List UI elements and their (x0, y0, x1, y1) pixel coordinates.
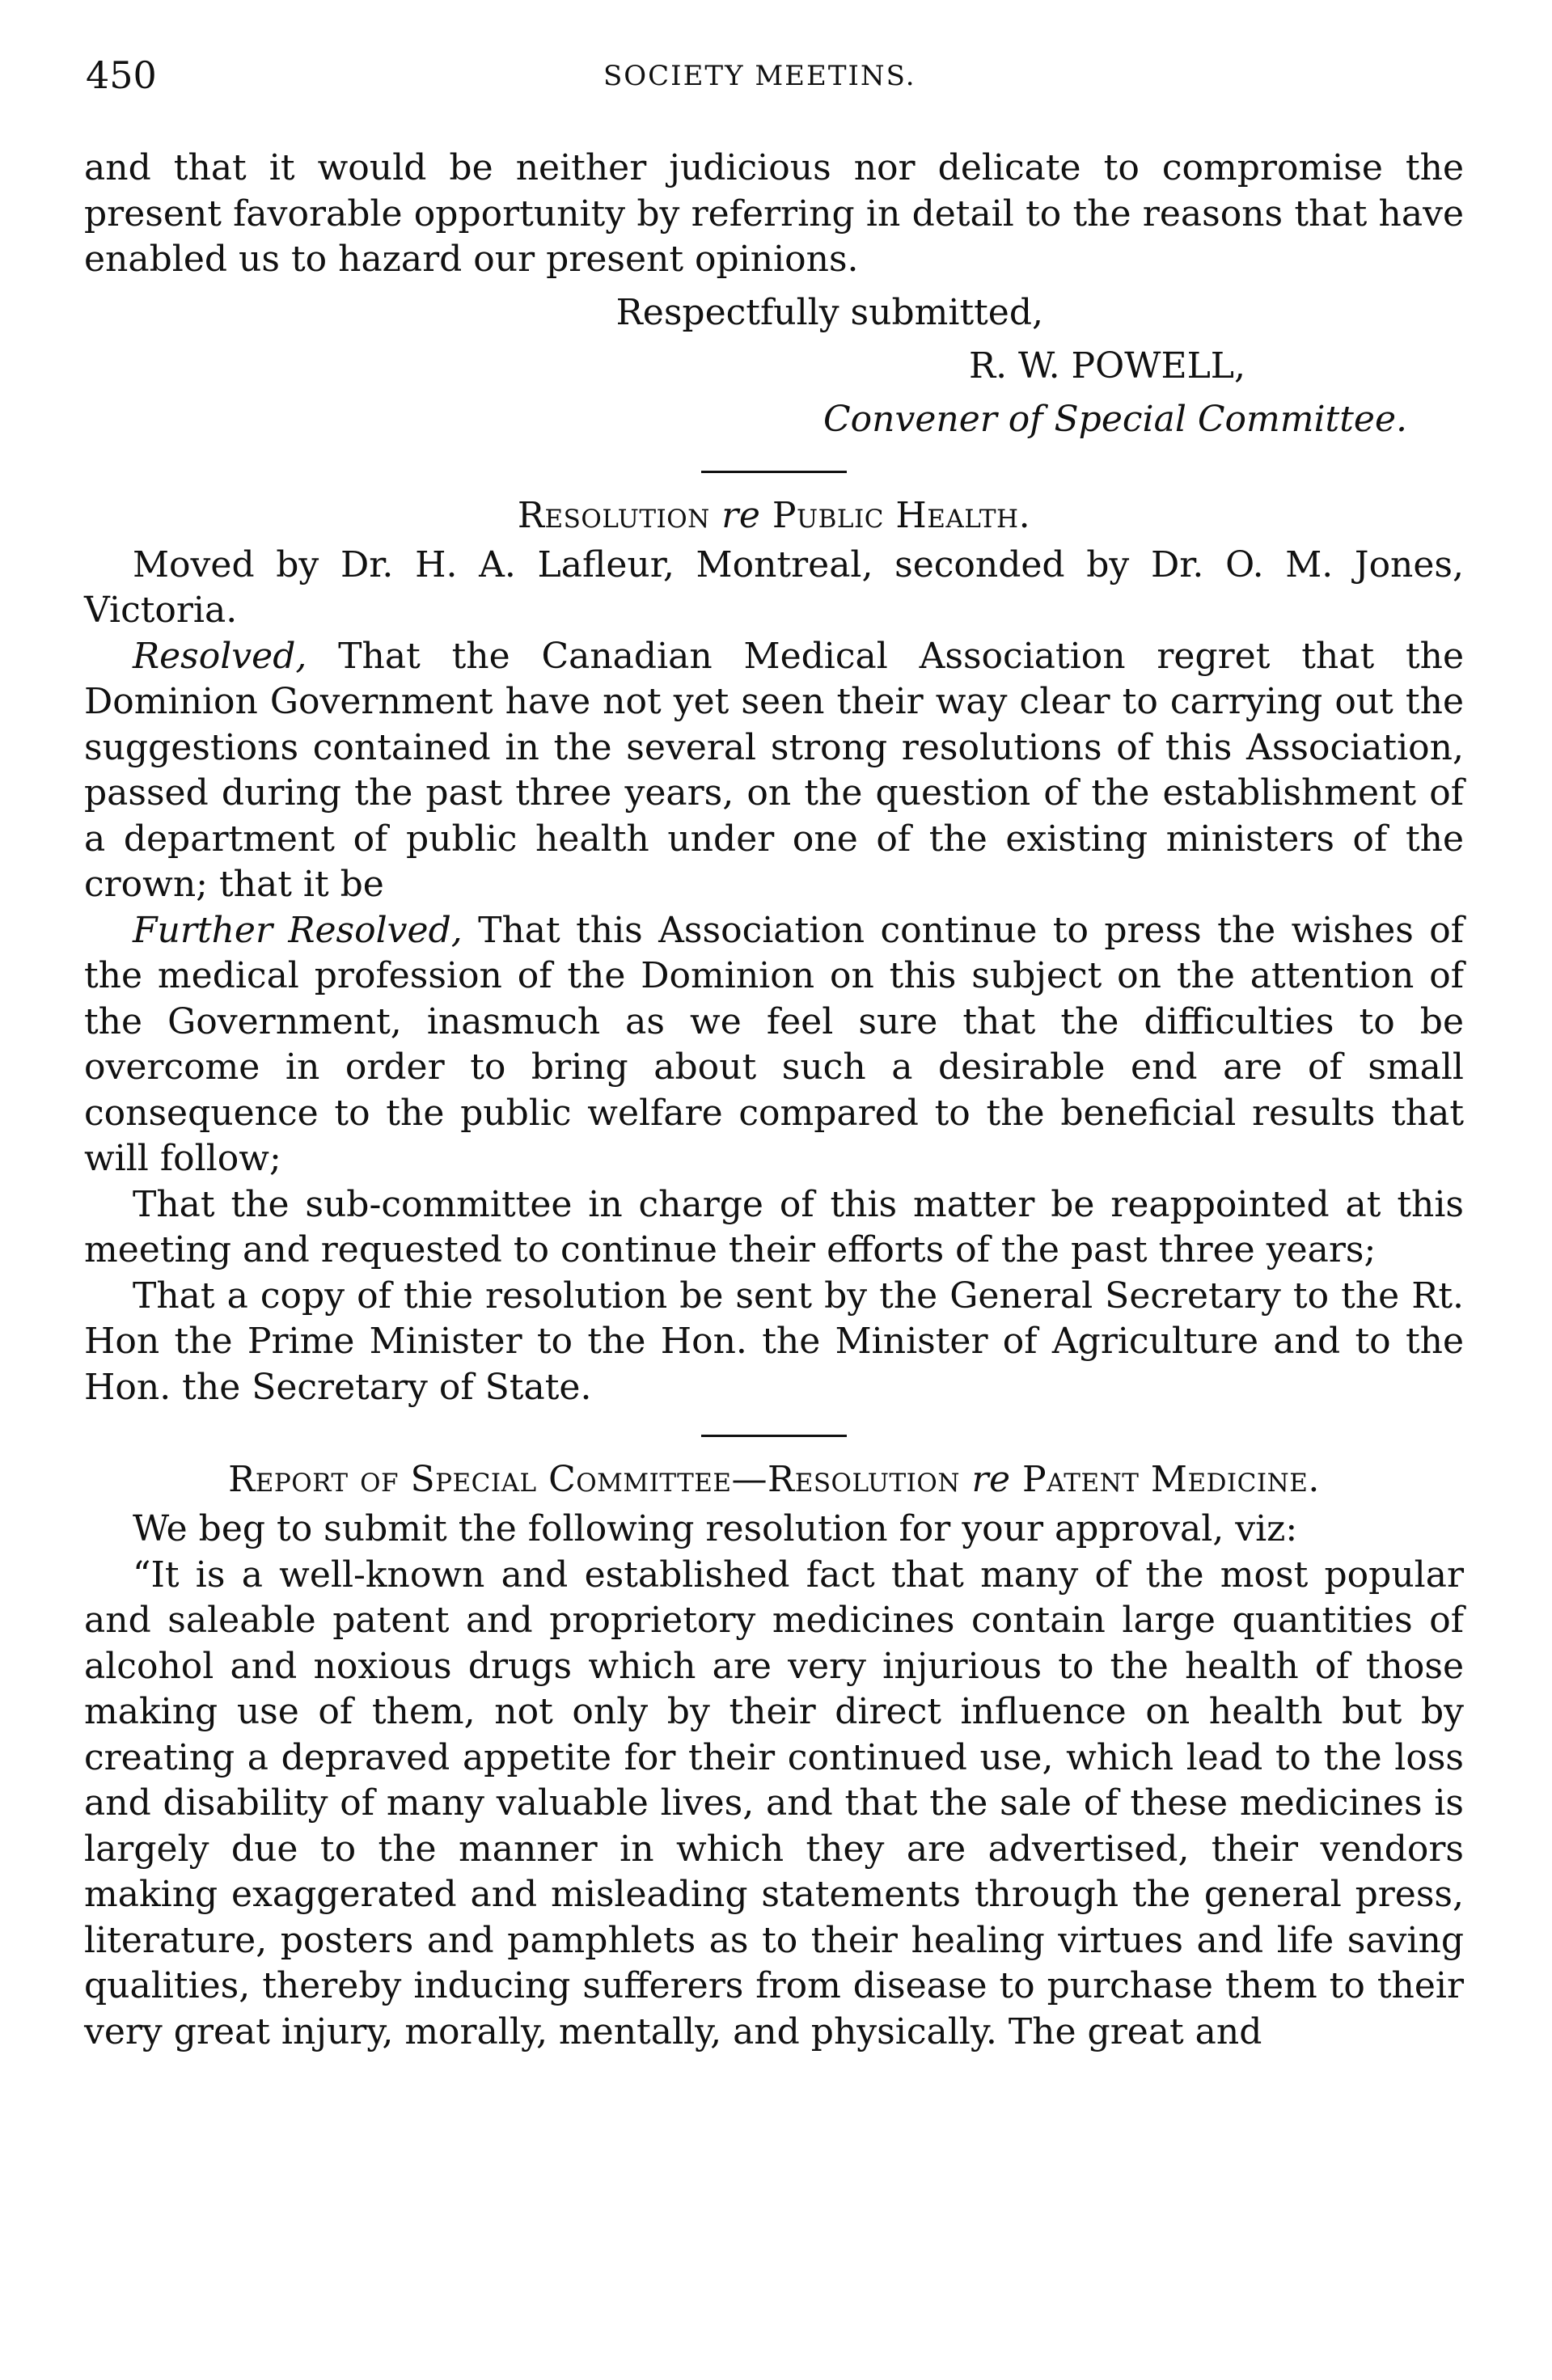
section-divider (701, 1435, 847, 1437)
further-resolved-paragraph (84, 908, 1464, 1182)
heading-text: Report of Special Committee—Resolution (228, 1459, 972, 1500)
subcommittee-paragraph: That the sub-committee in charge of this matter be reappointed at this meeting and requested to continue their efforts of the past three years; (84, 1183, 1464, 1270)
section-heading-public-health (84, 489, 1464, 543)
signature-title: Convener of Special Committee. (823, 398, 1407, 440)
page-number: 450 (86, 53, 157, 97)
patent-quote-paragraph: “It is a well-known and established fact that many of the most popular and saleable patent and proprietory medicines contain large quantities of alcohol and noxious drugs which are very injurious to the health of those making use of them, not only by their direct influence on health but by creating a depraved appetite for their continued use, which lead to the loss and disability of many valuable lives, and that the sale of these medicines is largely due to the manner in which they are advertised, their vendors making exaggerated and misleading statements through the general press, literature, posters and pamphlets as to their healing virtues and life saving qualities, thereby inducing sufferers from disease to purchase them to their very great injury, morally, mentally, and physically. The great and (84, 1554, 1464, 2052)
signature-block (84, 286, 1464, 446)
heading-text: Public Health. (760, 494, 1031, 536)
patent-intro-paragraph: We beg to submit the following resolution for your approval, viz: (133, 1508, 1298, 1549)
section-heading-patent-medicine (84, 1453, 1464, 1507)
further-resolved-label: Further Resolved, (133, 909, 463, 951)
resolved-label: Resolved, (133, 635, 307, 677)
heading-text: Resolution (517, 494, 722, 536)
resolved-paragraph (84, 634, 1464, 908)
copy-paragraph: That a copy of thie resolution be sent by the General Secretary to the Rt. Hon the Prime Minister to the Hon. the Minister of Agriculture and to the Hon. the Secretary of State. (84, 1275, 1464, 1408)
moved-by-paragraph: Moved by Dr. H. A. Lafleur, Montreal, seconded by Dr. O. M. Jones, Victoria. (84, 543, 1464, 631)
running-head: SOCIETY MEETINS. (603, 60, 916, 92)
heading-text: Patent Medicine. (1010, 1459, 1320, 1500)
signature-closing: Respectfully submitted, (615, 291, 1043, 333)
signature-name: R. W. POWELL, (968, 345, 1245, 387)
page-body (84, 146, 1464, 2055)
resolved-text: That the Canadian Medical Association regret that the Dominion Government have not yet seen their way clear to carrying out the suggestions contained in the several strong resolutions of this Association, passed during the past three years, on the question of the establishment of a department of public health under one of the existing ministers of the crown; that it be (84, 635, 1464, 905)
further-resolved-text: That this Association continue to press the wishes of the medical profession of the Dominion on this subject on the attention of the Government, inasmuch as we feel sure that the difficulties to be overcome in order to bring about such a desirable end are of small consequence to the public welfare compared to the beneficial results that will follow; (84, 909, 1464, 1179)
heading-re: re (971, 1459, 1011, 1500)
section-divider (701, 471, 847, 473)
page-header (86, 47, 1461, 104)
heading-re: re (721, 494, 761, 536)
intro-paragraph: and that it would be neither judicious nor delicate to compromise the present favorable opportunity by referring in detail to the reasons that have enabled us to hazard our present opinions. (84, 147, 1464, 280)
